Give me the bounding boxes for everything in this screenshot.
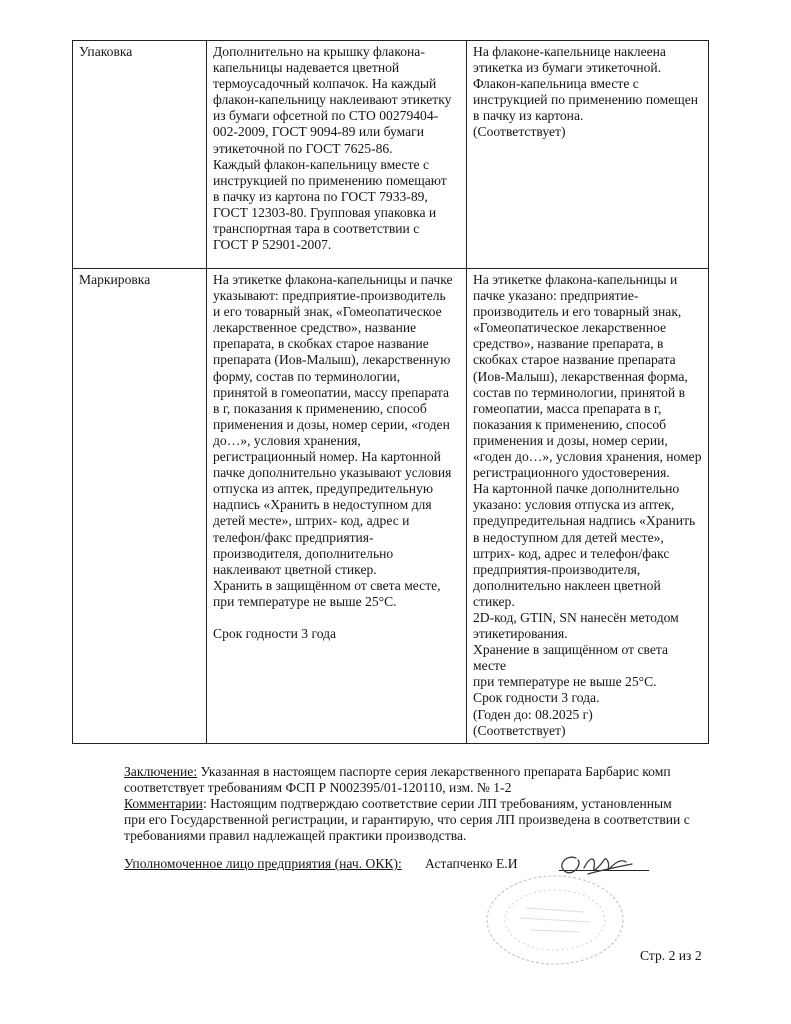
conclusion-line xyxy=(124,764,724,780)
comments-text: Настоящим подтверждаю соответствие серии ЛП требованиям, установленным xyxy=(206,796,672,812)
conclusion-block xyxy=(124,764,724,844)
result-text: На этикетке флакона-капельницы и пачке указано: предприятие- производитель и его товарный знак, «Гомеопатическое лекарственное средство», название препарата, в скобках старое название препарата (Иов-Малыш), лекарственная форма, состав по терминологии, принятой в гомеопатии, масса препарата в г, показания к применению, способ применения и дозы, номер серии, «годен до…», условия хранения, номер регистрационного удостоверения. На картонной пачке дополнительно указано: условия отпуска из аптек, предупредительная надпись «Хранить в недоступном для детей месте», штрих- код, адрес и телефон/факс предприятия-производителя, дополнительно наклеен цветной стикер. 2D-код, GTIN, SN нанесён методом этикетирования. Хранение в защищённом от света месте при температуре не выше 25°С. Срок годности 3 года. (Годен до: 08.2025 г) (Соответствует) xyxy=(473,272,702,738)
page-number: Стр. 2 из 2 xyxy=(640,948,702,963)
signatory-name: Астапченко Е.И xyxy=(425,856,518,871)
result-text: На флаконе-капельнице наклеена этикетка из бумаги этикеточной. Флакон-капельница вместе с инструкцией по применению помещен в пачку из картона. (Соответствует) xyxy=(473,44,699,140)
comments-line: при его Государственной регистрации, и гарантирую, что серия ЛП произведена в соответствии с требованиями правил надлежащей практики производства. xyxy=(124,812,690,844)
requirement-text: На этикетке флакона-капельницы и пачке указывают: предприятие-производитель и его товарный знак, «Гомеопатическое лекарственное средство», название препарата, в скобках старое название препарата (Иов-Малыш), лекарственную форму, состав по терминологии, принятой в гомеопатии, массу препарата в г, показания к применению, способ применения и дозы, номер серии, «годен до…», условия хранения, регистрационный номер. На картонной пачке дополнительно указывают условия отпуска из аптек, предупредительную надпись «Хранить в недоступном для детей месте», штрих- код, адрес и телефон/факс предприятия- производителя, дополнительно наклеивают цветной стикер. Хранить в защищённом от света месте, при температуре не выше 25°С. xyxy=(213,272,453,609)
comments-line xyxy=(124,796,724,812)
shelf-life-text: Срок годности 3 года xyxy=(213,625,337,641)
comments-label: Комментарии xyxy=(124,796,203,812)
conclusion-text: Указанная в настоящем паспорте серия лекарственного препарата Барбарис комп xyxy=(197,764,671,779)
requirement-cell xyxy=(207,269,467,744)
comments-colon: : xyxy=(202,796,207,812)
conclusion-label: Заключение: xyxy=(124,764,198,779)
table-row xyxy=(73,269,709,744)
spec-table xyxy=(72,40,709,744)
row-label-marking: Маркировка xyxy=(73,269,207,744)
result-cell xyxy=(467,269,709,744)
signatory-label: Уполномоченное лицо предприятия (нач. ОКК): xyxy=(124,856,402,871)
row-label-packaging: Упаковка xyxy=(73,41,207,269)
requirement-cell xyxy=(207,41,467,269)
conclusion-line: соответствует требованиям ФСП Р N002395/01-120110, изм. № 1-2 xyxy=(124,780,512,796)
requirement-text: Дополнительно на крышку флакона- капельницы надевается цветной термоусадочный колпачок. На каждый флакон-капельницу наклеивают этикетку из бумаги офсетной по СТО 00279404- 002-2009, ГОСТ 9094-89 или бумаги этикеточной по ГОСТ 7625-86. Каждый флакон-капельницу вместе с инструкцией по применению помещают в пачку из картона по ГОСТ 7933-89, ГОСТ 12303-80. Групповая упаковка и транспортная тара в соответствии с ГОСТ Р 52901-2007. xyxy=(213,44,452,253)
table-row xyxy=(73,41,709,269)
company-stamp xyxy=(480,868,630,968)
result-cell xyxy=(467,41,709,269)
spacer xyxy=(213,610,462,626)
